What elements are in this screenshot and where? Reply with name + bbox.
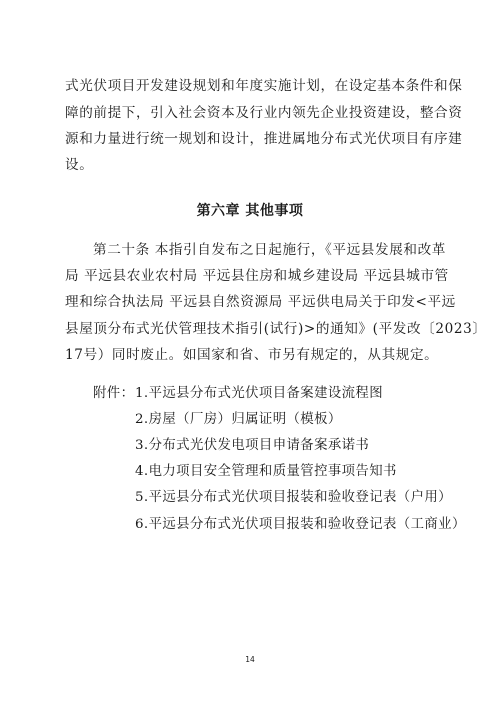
article-line: 17号）同时废止。如国家和省、市另有规定的，从其规定。 — [65, 347, 439, 363]
attachment-item: 5.平远县分布式光伏项目报装和验收登记表（户用） — [135, 490, 452, 505]
article-line: 县屋顶分布式光伏管理技术指引(试行)>的通知》(平发改〔2023〕 — [65, 321, 487, 337]
intro-line: 障的前提下，引入社会资本及行业内领先企业投资建设，整合资 — [65, 105, 463, 121]
article-line: 第二十条 本指引自发布之日起施行，《平远县发展和改革 — [93, 242, 446, 258]
article-line: 局 平远县农业农村局 平远县住房和城乡建设局 平远县城市管 — [65, 268, 449, 284]
attachment-item: 3.分布式光伏发电项目申请备案承诺书 — [135, 438, 370, 453]
page-number: 14 — [245, 655, 255, 664]
attachment-item: 4.电力项目安全管理和质量管控事项告知书 — [135, 464, 397, 479]
article-line: 理和综合执法局 平远县自然资源局 平远供电局关于印发<平远 — [65, 294, 456, 310]
intro-line: 源和力量进行统一规划和设计，推进属地分布式光伏项目有序建 — [65, 131, 463, 147]
intro-line: 设。 — [65, 157, 94, 173]
attachment-item: 2.房屋（厂房）归属证明（模板） — [135, 412, 342, 427]
intro-line: 式光伏项目开发建设规划和年度实施计划，在设定基本条件和保 — [65, 78, 463, 94]
attachments-label: 附件： — [93, 386, 135, 401]
chapter-heading: 第六章 其他事项 — [196, 203, 304, 219]
attachment-item: 1.平远县分布式光伏项目备案建设流程图 — [135, 386, 384, 401]
attachment-item: 6.平远县分布式光伏项目报装和验收登记表（工商业） — [135, 517, 466, 532]
